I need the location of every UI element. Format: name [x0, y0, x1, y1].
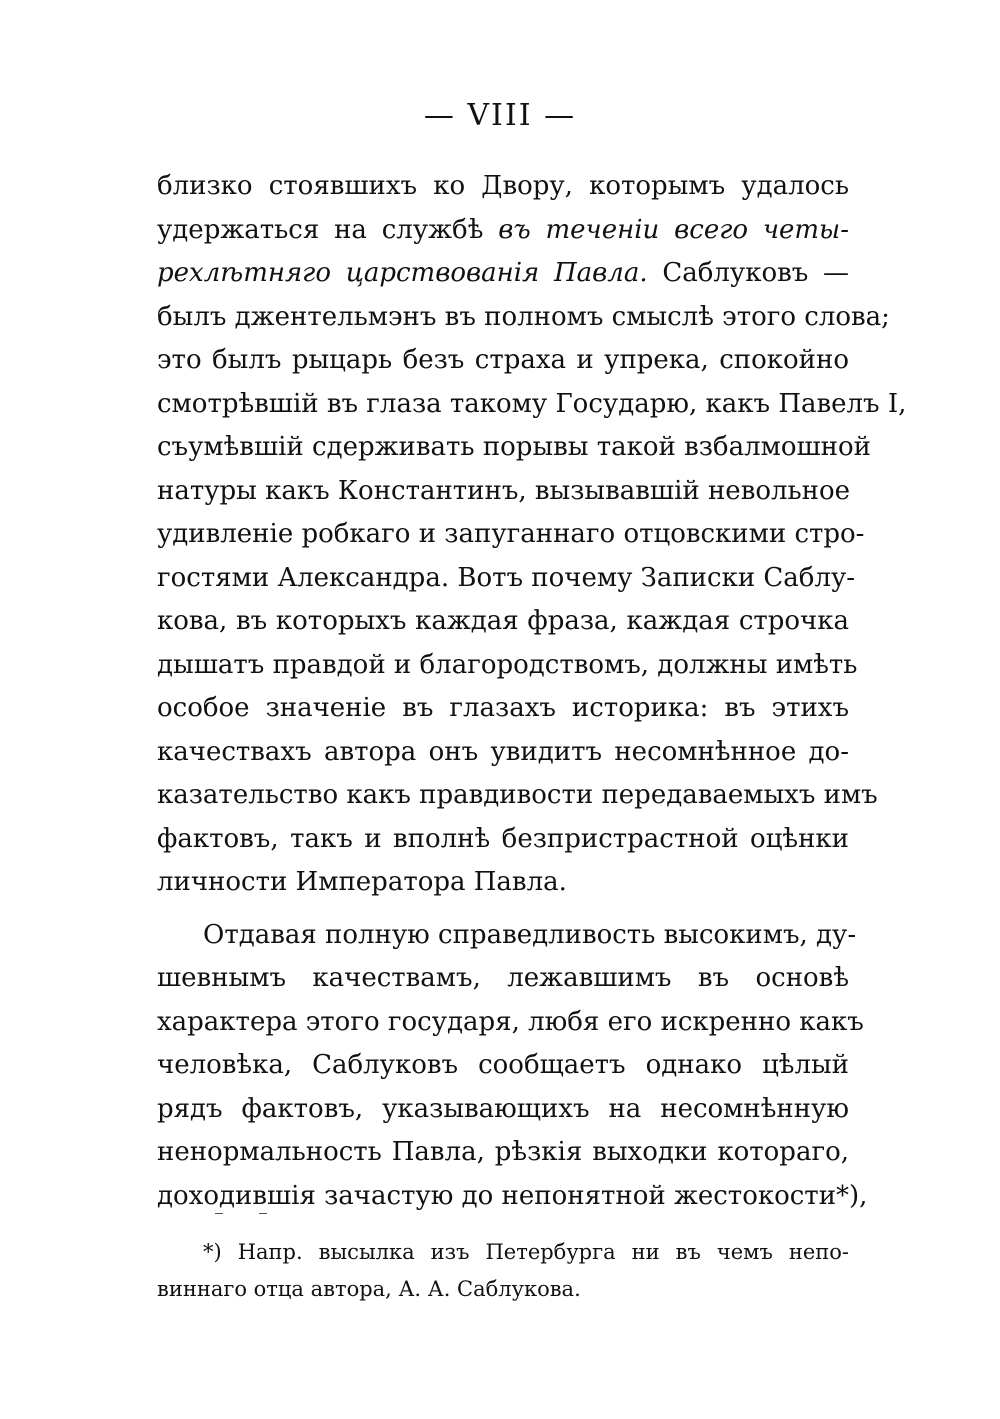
text-line: характера этого государя, любя его искренно какъ — [157, 1006, 864, 1037]
page-number: — VIII — — [423, 98, 577, 133]
separator-dash — [259, 1213, 267, 1214]
text-line: удивленіе робкаго и запуганнаго отцовскими стро- — [157, 519, 865, 549]
text-line: кова, въ которыхъ каждая фраза, каждая строчка — [157, 606, 849, 636]
text-line: смотрѣвшій въ глаза такому Государю, какъ Павелъ I, — [157, 388, 907, 419]
text-line: ненормальность Павла, рѣзкія выходки котораго, — [157, 1137, 849, 1167]
text-line: рядъ фактовъ, указывающихъ на несомнѣнную — [157, 1093, 849, 1124]
text-line: фактовъ, такъ и вполнѣ безпристрастной оцѣнки — [157, 823, 849, 854]
text-line: казательство какъ правдивости передаваемыхъ имъ — [157, 780, 878, 810]
text-line: человѣка, Саблуковъ сообщаетъ однако цѣлый — [157, 1050, 849, 1080]
text-line: это былъ рыцарь безъ страха и упрека, спокойно — [157, 345, 849, 375]
text-line — [157, 209, 849, 253]
paragraph-gap — [157, 905, 849, 914]
text-fragment: удержаться на службѣ — [157, 214, 499, 245]
text-line: гостями Александра. Вотъ почему Записки Саблу- — [157, 562, 856, 593]
footnote-separator — [215, 1206, 267, 1220]
footnote-line: виннаго отца автора, А. А. Саблукова. — [157, 1277, 581, 1301]
text-line: шевнымъ качествамъ, лежавшимъ въ основѣ — [157, 963, 849, 993]
text-fragment: Саблуковъ — — [647, 258, 849, 288]
text-line — [157, 252, 849, 296]
text-line: личности Императора Павла. — [157, 867, 567, 897]
text-line: качествахъ автора онъ увидитъ несомнѣнное до- — [157, 736, 849, 767]
footnote — [157, 1234, 849, 1308]
separator-dash — [215, 1213, 223, 1214]
text-line: доходившія зачастую до непонятной жестокости*), — [157, 1180, 868, 1211]
text-line: дышатъ правдой и благородствомъ, должны имѣть — [157, 649, 858, 680]
main-text — [157, 165, 907, 1218]
text-line: съумѣвшій сдерживать порывы такой взбалмошной — [157, 432, 871, 462]
text-line: близко стоявшихъ ко Двору, которымъ удалось — [157, 171, 849, 201]
footnote-line: *) Напр. высылка изъ Петербурга ни въ чемъ непо- — [203, 1240, 849, 1264]
italic-fragment: рехлѣтняго царствованія Павла. — [157, 258, 648, 288]
italic-fragment: въ теченіи всего четы- — [498, 214, 850, 245]
text-line: былъ джентельмэнъ въ полномъ смыслѣ этого слова; — [157, 301, 890, 332]
text-line: Отдавая полную справедливость высокимъ, ду- — [203, 919, 857, 950]
text-line: особое значеніе въ глазахъ историка: въ этихъ — [157, 693, 849, 723]
text-line: натуры какъ Константинъ, вызывавшій невольное — [157, 475, 851, 506]
